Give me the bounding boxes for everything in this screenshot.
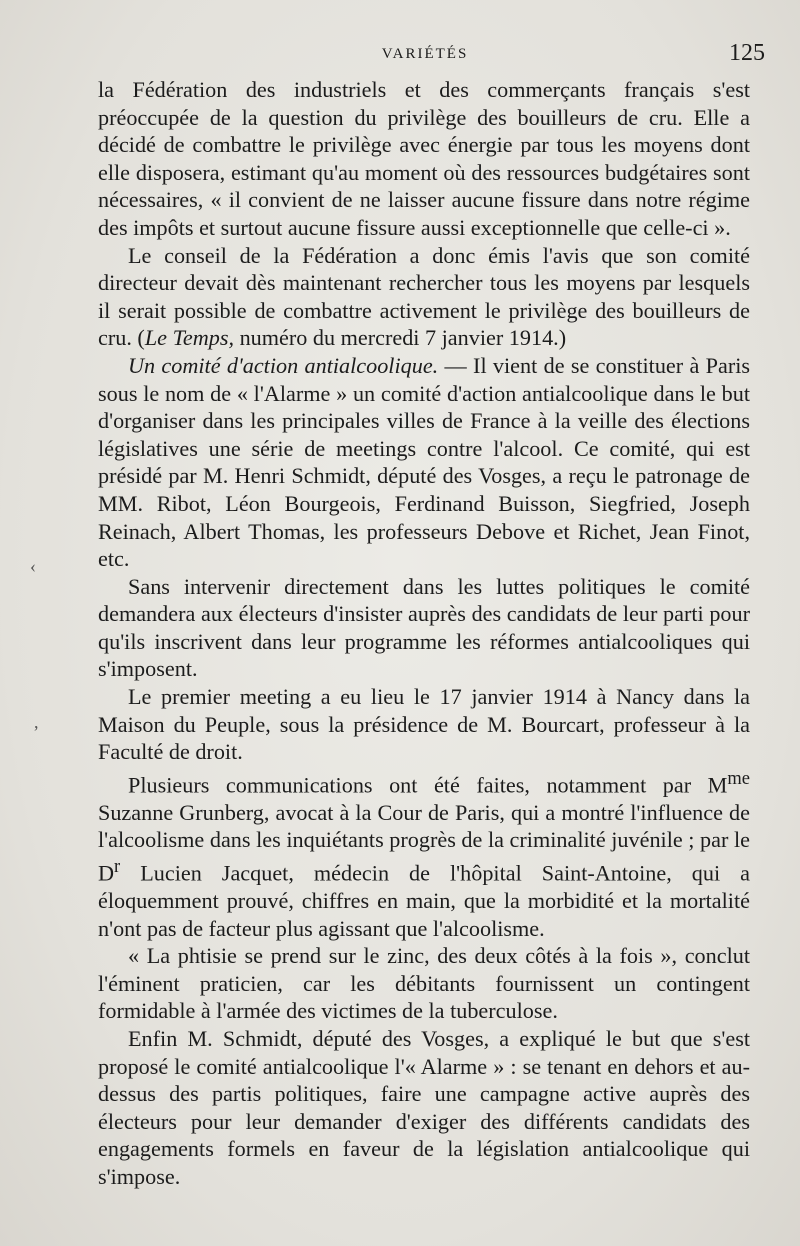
paragraph-phtisie-quote <box>98 942 750 1025</box>
paragraph-text: Lucien Jacquet, médecin de l'hôpital Saint-Antoine, qui a éloquemment prouvé, chiffres en main, que la morbidité et la mortalité n'ont pas de facteur plus agissant que l'alcoolisme. <box>98 860 750 941</box>
superscript-abbrev: r <box>114 857 121 878</box>
paragraph-text: la Fédération des industriels et des commerçants français s'est préoccupée de la question du privilège des bouilleurs de cru. Elle a décidé de combattre le privilège avec énergie par tous les moyens dont elle disposera, estimant qu'au moment où des ressources budgétaires sont nécessaires, « il convient de ne laisser aucune fissure dans notre régime des impôts et surtout aucune fissure aussi exceptionnelle que celle-ci ». <box>98 77 750 240</box>
paragraph-communications <box>98 766 750 942</box>
superscript-abbrev: me <box>727 768 750 789</box>
paragraph-text: Enfin M. Schmidt, député des Vosges, a expliqué le but que s'est proposé le comité antialcoolique l'« Alarme » : se tenant en dehors et au-dessus des partis politiques, faire une campagne active auprès des électeurs pour leur demander d'exiger des différents candidats des engagements formels en faveur de la législation antialcoolique qui s'impose. <box>98 1025 750 1189</box>
paragraph-text: Sans intervenir directement dans les luttes politiques le comité demandera aux électeurs d'insister auprès des candidats de leur parti pour qu'ils inscrivent dans leur programme les réformes antialcooliques qui s'imposent. <box>98 573 750 682</box>
paragraph-comite-action <box>98 352 750 573</box>
margin-speck: , <box>34 712 39 732</box>
section-heading: Un comité d'action antialcoolique. <box>128 352 439 378</box>
paragraph-text: Le premier meeting a eu lieu le 17 janvier 1914 à Nancy dans la Maison du Peuple, sous la présidence de M. Bourcart, professeur à la Faculté de droit. <box>98 684 750 765</box>
running-head-title: VARIÉTÉS <box>381 46 469 62</box>
paragraph-enfin-schmidt <box>98 1025 750 1191</box>
page-number: 125 <box>729 40 765 66</box>
paragraph-text: — Il vient de se constituer à Paris sous le nom de « l'Alarme » un comité d'action antialcoolique dans le but d'organiser dans les principales villes de France à la veille des élections législatives une série de meetings contre l'alcool. Ce comité, qui est présidé par M. Henri Schmidt, député des Vosges, a reçu le patronage de MM. Ribot, Léon Bourgeois, Ferdinand Buisson, Siegfried, Joseph Reinach, Albert Thomas, les professeurs Debove et Richet, Jean Finot, etc. <box>98 352 751 572</box>
margin-speck: ‹ <box>30 556 36 576</box>
paragraph-text: numéro du mercredi 7 janvier 1914.) <box>234 325 567 351</box>
source-citation: Le Temps, <box>144 325 235 351</box>
running-head <box>95 40 765 70</box>
paragraph-text: « La phtisie se prend sur le zinc, des deux côtés à la fois », conclut l'éminent praticien, car les débitants fournissent un contingent formidable à l'armée des victimes de la tuberculose. <box>98 943 750 1024</box>
paragraph-text: Plusieurs communications ont été faites, notamment par M <box>128 772 728 798</box>
paragraph-text: Suzanne Grunberg, avocat à la Cour de Paris, qui a montré l'influence de l'alcoolisme dans les inquiétants progrès de la criminalité juvénile ; par le D <box>98 799 750 886</box>
paragraph-conseil-federation <box>98 242 750 352</box>
body-text <box>98 76 750 1191</box>
paragraph-text: Le conseil de la Fédération a donc émis l'avis que son comité directeur devait dès maintenant rechercher tous les moyens par lesquels il serait possible de combattre activement le privilège des bouilleurs de cru. ( <box>98 242 750 351</box>
paragraph-sans-intervenir <box>98 573 750 683</box>
paragraph-premier-meeting <box>98 683 750 766</box>
paragraph-federation-privilege <box>98 76 750 242</box>
